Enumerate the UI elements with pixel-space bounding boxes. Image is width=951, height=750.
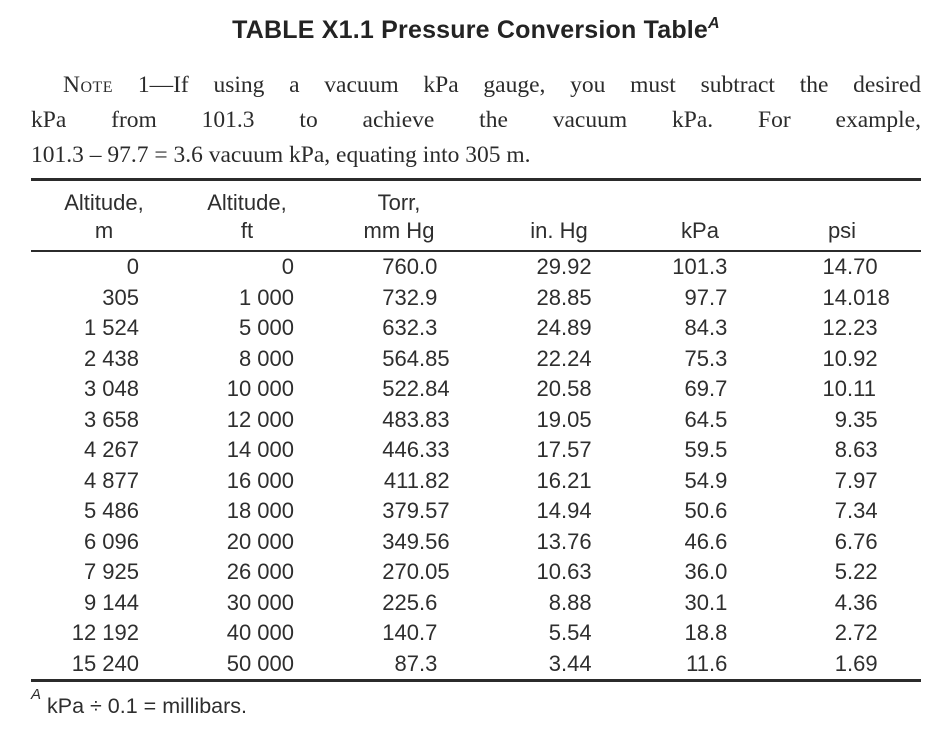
table-cell: 17 .57 (536, 437, 592, 463)
table-cell: 64 .5 (684, 406, 728, 432)
pressure-conversion-table (31, 178, 921, 682)
table-row (31, 496, 921, 527)
note-label: Note (63, 72, 114, 98)
column-header-torr: Torr, mm Hg (317, 180, 481, 252)
column-header-in-hg: in. Hg (481, 180, 637, 252)
table-cell: 2 .72 (834, 620, 878, 646)
table-cell: 14 .94 (536, 498, 592, 524)
table-cell: 8 .63 (834, 437, 878, 463)
table-cell: 7 .34 (834, 498, 878, 524)
table-row (31, 251, 921, 283)
table-cell: 40 000 (226, 620, 294, 646)
table-cell: 22 .24 (536, 345, 592, 371)
table-cell: 5 .22 (834, 559, 878, 585)
table-row (31, 557, 921, 588)
table-cell: 522 .84 (382, 376, 450, 402)
footnote-text: kPa ÷ 0.1 = millibars. (47, 694, 248, 718)
table-cell: 9 .35 (834, 406, 878, 432)
table-title-text: TABLE X1.1 Pressure Conversion Table (232, 16, 709, 44)
table-cell: 13 .76 (536, 528, 592, 554)
table-cell: 50 000 (226, 650, 294, 676)
table-cell: 84 .3 (684, 315, 728, 341)
table-cell: 46 .6 (684, 528, 728, 554)
table-row (31, 283, 921, 314)
table-cell: 0 (281, 254, 294, 280)
column-header-psi: psi (763, 180, 921, 252)
table-cell: 379 .57 (382, 498, 450, 524)
table-body (31, 251, 921, 681)
table-cell: 24 .89 (536, 315, 592, 341)
table-cell: 270 .05 (382, 559, 450, 585)
table-cell: 20 .58 (536, 376, 592, 402)
table-cell: 18 .8 (684, 620, 728, 646)
table-cell: 564 .85 (382, 345, 450, 371)
table-cell: 10 .63 (536, 559, 592, 585)
table-cell: 732 .9 (382, 284, 438, 310)
table-row (31, 649, 921, 681)
table-header-row (31, 180, 921, 252)
table-cell: 14 .018 (822, 284, 890, 310)
table-cell: 632 .3 (382, 315, 438, 341)
table-cell: 75 .3 (684, 345, 728, 371)
note-line-1-text: 1—If using a vacuum kPa gauge, you must subtract the desired (137, 72, 922, 98)
table-row (31, 466, 921, 497)
table-cell: 14 000 (226, 437, 294, 463)
table-cell: 2 438 (83, 345, 139, 371)
table-cell: 411 .82 (383, 467, 450, 493)
table-cell: 54 .9 (684, 467, 728, 493)
table-row (31, 588, 921, 619)
table-cell: 225 .6 (382, 589, 438, 615)
footnote-marker: A (31, 685, 42, 703)
table-header (31, 180, 921, 252)
table-cell: 446 .33 (382, 437, 450, 463)
table-row (31, 618, 921, 649)
table-cell: 10 .92 (822, 345, 878, 371)
note-line-1 (31, 68, 921, 103)
table-cell: 1 .69 (834, 650, 878, 676)
table-cell: 59 .5 (684, 437, 728, 463)
table-cell: 6 .76 (834, 528, 878, 554)
table-cell: 4 .36 (834, 589, 878, 615)
note-line-3: 101.3 – 97.7 = 3.6 vacuum kPa, equating into 305 m. (31, 142, 531, 168)
table-cell: 305 (102, 284, 139, 310)
table-cell: 0 (126, 254, 139, 280)
table-cell: 5 .54 (548, 620, 592, 646)
column-header-kpa: kPa (637, 180, 763, 252)
table-cell: 15 240 (71, 650, 139, 676)
table-cell: 29 .92 (536, 254, 592, 280)
table-cell: 30 .1 (684, 589, 728, 615)
table-cell: 19 .05 (536, 406, 592, 432)
table-cell: 26 000 (226, 559, 294, 585)
table-cell: 3 048 (83, 376, 139, 402)
table-cell: 101 .3 (672, 254, 728, 280)
table-cell: 140 .7 (382, 620, 438, 646)
table-cell: 8 000 (238, 345, 294, 371)
table-cell: 349 .56 (382, 528, 450, 554)
table-footnote (31, 685, 921, 719)
table-cell: 1 000 (238, 284, 294, 310)
table-title (31, 0, 921, 45)
table-row (31, 405, 921, 436)
table-row (31, 435, 921, 466)
table-cell: 97 .7 (684, 284, 728, 310)
table-cell: 18 000 (226, 498, 294, 524)
table-cell: 28 .85 (536, 284, 592, 310)
table-cell: 12 .23 (822, 315, 878, 341)
table-cell: 4 267 (83, 437, 139, 463)
table-cell: 5 000 (238, 315, 294, 341)
table-cell: 10 .11 (822, 376, 876, 402)
table-cell: 30 000 (226, 589, 294, 615)
table-cell: 1 524 (83, 315, 139, 341)
column-header-altitude-ft: Altitude, ft (177, 180, 317, 252)
table-cell: 7 .97 (834, 467, 878, 493)
table-cell: 760 .0 (382, 254, 438, 280)
table-cell: 14 .70 (822, 254, 878, 280)
table-cell: 36 .0 (684, 559, 728, 585)
note-paragraph (31, 68, 921, 173)
table-cell: 11 .6 (686, 650, 728, 676)
note-line-2: kPa from 101.3 to achieve the vacuum kPa. For example, (31, 107, 921, 133)
table-cell: 6 096 (83, 528, 139, 554)
table-row (31, 527, 921, 558)
table-cell: 16 000 (226, 467, 294, 493)
table-cell: 50 .6 (684, 498, 728, 524)
table-cell: 5 486 (83, 498, 139, 524)
table-cell: 7 925 (83, 559, 139, 585)
table-cell: 12 192 (71, 620, 139, 646)
table-cell: 483 .83 (382, 406, 450, 432)
table-cell: 69 .7 (684, 376, 728, 402)
column-header-altitude-m: Altitude, m (31, 180, 177, 252)
table-title-footnote-marker: A (708, 14, 720, 32)
table-cell: 9 144 (83, 589, 139, 615)
table-cell: 87 .3 (394, 650, 438, 676)
table-cell: 12 000 (226, 406, 294, 432)
table-cell: 3 .44 (548, 650, 592, 676)
table-cell: 4 877 (83, 467, 139, 493)
table-row (31, 374, 921, 405)
table-row (31, 313, 921, 344)
table-cell: 3 658 (83, 406, 139, 432)
table-cell: 8 .88 (548, 589, 592, 615)
table-row (31, 344, 921, 375)
table-cell: 10 000 (226, 376, 294, 402)
table-cell: 16 .21 (536, 467, 592, 493)
table-cell: 20 000 (226, 528, 294, 554)
